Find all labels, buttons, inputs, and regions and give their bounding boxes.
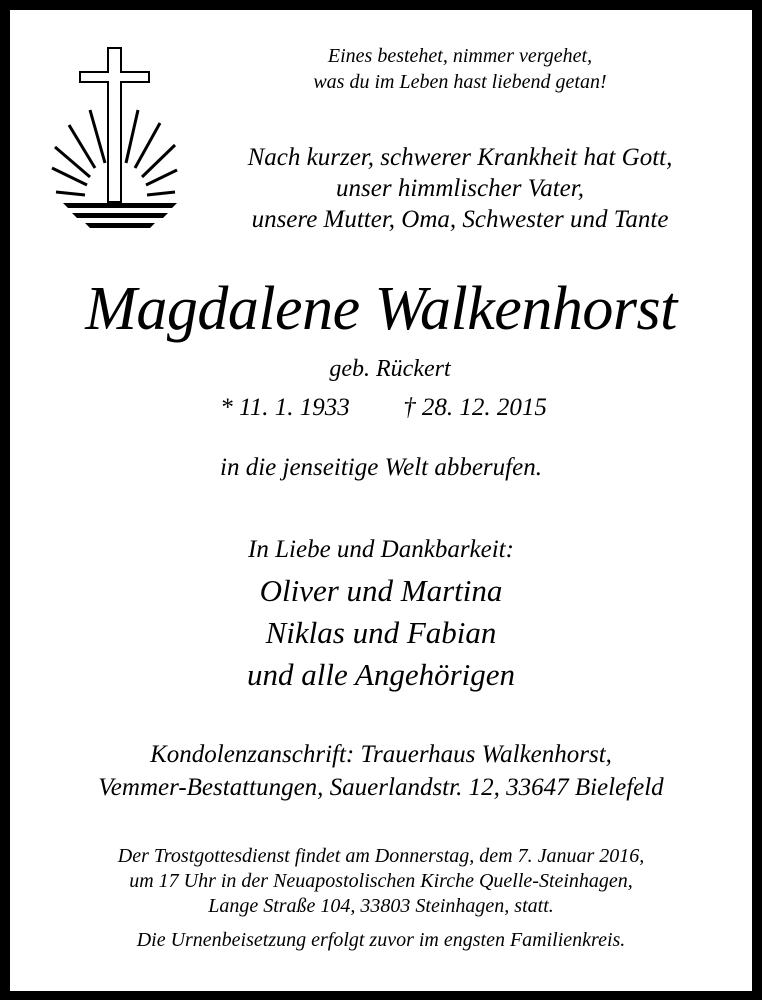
maiden-name: geb. Rückert xyxy=(329,356,451,382)
condolence-line-2: Vemmer-Bestattungen, Sauerlandstr. 12, 33647 Bielefeld xyxy=(98,774,664,801)
service-line-1: Der Trostgottesdienst findet am Donnerstag, dem 7. Januar 2016, xyxy=(117,845,645,867)
service-line-2: um 17 Uhr in der Neuapostolischen Kirche Quelle-Steinhagen, xyxy=(129,870,633,892)
mourner-line-3: und alle Angehörigen xyxy=(246,657,516,692)
motto-line-2: was du im Leben hast liebend getan! xyxy=(313,71,607,93)
mourner-line-2: Niklas und Fabian xyxy=(265,615,497,650)
mourner-line-1: Oliver und Martina xyxy=(259,573,503,608)
service-line-3: Lange Straße 104, 33803 Steinhagen, statt. xyxy=(208,895,554,917)
intro-line-2: unser himmlischer Vater, xyxy=(336,175,584,202)
death-date: † 28. 12. 2015 xyxy=(403,394,547,421)
called-line: in die jenseitige Welt abberufen. xyxy=(220,454,542,481)
condolence-line-1: Kondolenzanschrift: Trauerhaus Walkenhorst, xyxy=(150,741,612,768)
intro-line-1: Nach kurzer, schwerer Krankheit hat Gott, xyxy=(247,144,673,171)
birth-date: * 11. 1. 1933 xyxy=(220,394,350,421)
intro-line-3: unsere Mutter, Oma, Schwester und Tante xyxy=(251,206,669,233)
burial-line: Die Urnenbeisetzung erfolgt zuvor im engsten Familienkreis. xyxy=(136,929,626,951)
deceased-name: Magdalene Walkenhorst xyxy=(85,275,677,343)
gratitude-line: In Liebe und Dankbarkeit: xyxy=(248,536,514,563)
motto-line-1: Eines bestehet, nimmer vergehet, xyxy=(327,45,593,67)
